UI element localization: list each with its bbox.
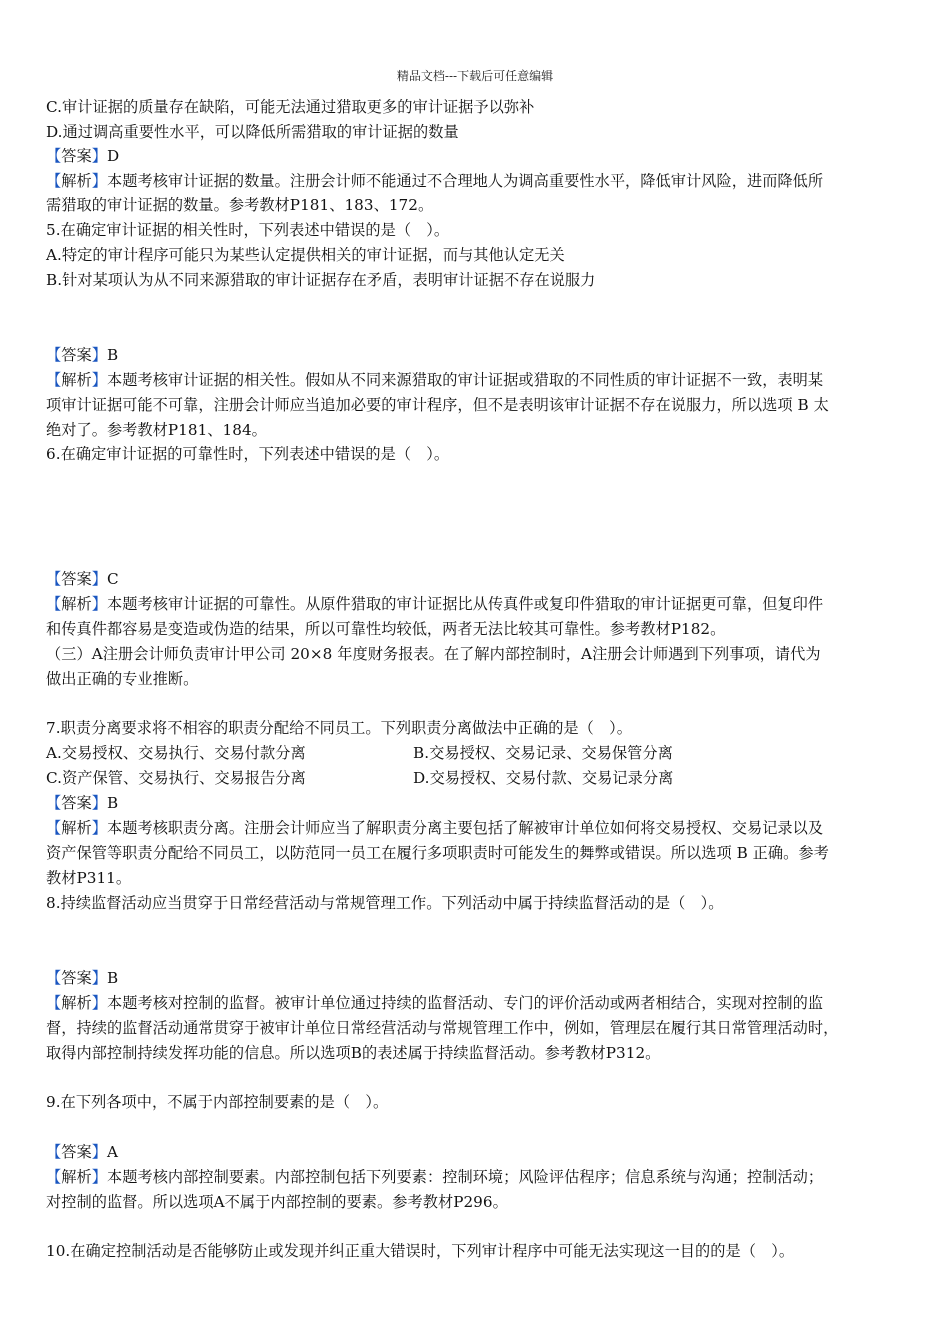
option-left: A.交易授权、交易执行、交易付款分离 [46, 744, 306, 762]
answer-label: 答案 [61, 969, 92, 987]
text-line: 取得内部控制持续发挥功能的信息。所以选项B的表述属于持续监督活动。参考教材P312。 [46, 1044, 661, 1062]
option-row [46, 768, 674, 788]
bracket-close: 】 [91, 595, 107, 613]
analysis-text: 本题考核审计证据的数量。注册会计师不能通过不合理地人为调高重要性水平，降低审计风险，进而降低所 [106, 172, 824, 190]
bracket-open: 【 [46, 969, 62, 987]
bracket-close: 】 [91, 1168, 107, 1186]
text-line: 7.职责分离要求将不相容的职责分配给不同员工。下列职责分离做法中正确的是（ ）。 [46, 719, 633, 737]
bracket-open: 【 [46, 794, 62, 812]
bracket-open: 【 [46, 371, 62, 389]
analysis-line [46, 1167, 823, 1187]
analysis-text: 本题考核审计证据的可靠性。从原件猎取的审计证据比从传真件或复印件猎取的审计证据更可靠，但复印件 [106, 595, 824, 613]
answer-label: 答案 [61, 346, 92, 364]
bracket-open: 【 [46, 346, 62, 364]
answer-value: D [106, 147, 120, 165]
text-line: （三）A注册会计师负责审计甲公司 20×8 年度财务报表。在了解内部控制时，A注册会计师遇到下列事项，请代为 [46, 645, 821, 663]
text-line: D.通过调高重要性水平，可以降低所需猎取的审计证据的数量 [46, 123, 459, 141]
analysis-label: 解析 [61, 1168, 92, 1186]
bracket-close: 】 [91, 994, 107, 1012]
text-line: 需猎取的审计证据的数量。参考教材P181、183、172。 [46, 196, 434, 214]
text-line: 6.在确定审计证据的可靠性时，下列表述中错误的是（ ）。 [46, 445, 450, 463]
bracket-close: 】 [91, 570, 107, 588]
answer-line [46, 569, 119, 589]
option-left: C.资产保管、交易执行、交易报告分离 [46, 769, 306, 787]
text-line: 教材P311。 [46, 869, 132, 887]
text-line: 项审计证据可能不可靠，注册会计师应当追加必要的审计程序，但不是表明该审计证据不存在说服力，所以选项 B 太 [46, 396, 829, 414]
analysis-text: 本题考核审计证据的相关性。假如从不同来源猎取的审计证据或猎取的不同性质的审计证据不一致，表明某 [106, 371, 824, 389]
answer-value: C [106, 570, 119, 588]
option-row [46, 743, 673, 763]
page-header: 精品文档---下载后可任意编辑 [396, 69, 554, 83]
text-line: 8.持续监督活动应当贯穿于日常经营活动与常规管理工作。下列活动中属于持续监督活动的是（ ）。 [46, 894, 724, 912]
answer-value: B [106, 969, 119, 987]
analysis-label: 解析 [61, 595, 92, 613]
bracket-open: 【 [46, 595, 62, 613]
analysis-text: 本题考核对控制的监督。被审计单位通过持续的监督活动、专门的评价活动或两者相结合，实现对控制的监 [106, 994, 824, 1012]
bracket-open: 【 [46, 172, 62, 190]
bracket-open: 【 [46, 147, 62, 165]
bracket-close: 】 [91, 147, 107, 165]
bracket-close: 】 [91, 819, 107, 837]
analysis-label: 解析 [61, 994, 92, 1012]
bracket-close: 】 [91, 1143, 107, 1161]
bracket-close: 】 [91, 346, 107, 364]
text-line: 5.在确定审计证据的相关性时，下列表述中错误的是（ ）。 [46, 221, 450, 239]
answer-label: 答案 [61, 147, 92, 165]
answer-value: B [106, 794, 119, 812]
bracket-close: 】 [91, 794, 107, 812]
answer-label: 答案 [61, 1143, 92, 1161]
text-line: 对控制的监督。所以选项A不属于内部控制的要素。参考教材P296。 [46, 1193, 508, 1211]
analysis-text: 本题考核职责分离。注册会计师应当了解职责分离主要包括了解被审计单位如何将交易授权、交易记录以及 [106, 819, 824, 837]
text-line: A.特定的审计程序可能只为某些认定提供相关的审计证据，而与其他认定无关 [46, 246, 565, 264]
answer-line [46, 1142, 118, 1162]
answer-line [46, 146, 119, 166]
option-right: B.交易授权、交易记录、交易保管分离 [413, 744, 673, 762]
bracket-open: 【 [46, 1143, 62, 1161]
analysis-label: 解析 [61, 819, 92, 837]
analysis-line [46, 594, 823, 614]
bracket-open: 【 [46, 570, 62, 588]
option-right: D.交易授权、交易付款、交易记录分离 [413, 769, 674, 787]
analysis-label: 解析 [61, 371, 92, 389]
analysis-line [46, 370, 823, 390]
analysis-text: 本题考核内部控制要素。内部控制包括下列要素：控制环境；风险评估程序；信息系统与沟通；控制活动； [106, 1168, 824, 1186]
answer-label: 答案 [61, 570, 92, 588]
text-line: 绝对了。参考教材P181、184。 [46, 421, 267, 439]
text-line: 做出正确的专业推断。 [46, 670, 199, 688]
text-line: 9.在下列各项中，不属于内部控制要素的是（ ）。 [46, 1093, 389, 1111]
answer-line [46, 345, 118, 365]
bracket-open: 【 [46, 1168, 62, 1186]
analysis-label: 解析 [61, 172, 92, 190]
text-line: 资产保管等职责分配给不同员工，以防范同一员工在履行多项职责时可能发生的舞弊或错误。所以选项 B 正确。参考 [46, 844, 829, 862]
answer-line [46, 968, 118, 988]
answer-label: 答案 [61, 794, 92, 812]
analysis-line [46, 993, 823, 1013]
text-line: 和传真件都容易是变造或伪造的结果，所以可靠性均较低，两者无法比较其可靠性。参考教材P182。 [46, 620, 726, 638]
text-line: B.针对某项认为从不同来源猎取的审计证据存在矛盾，表明审计证据不存在说服力 [46, 271, 596, 289]
text-line: C.审计证据的质量存在缺陷，可能无法通过猎取更多的审计证据予以弥补 [46, 98, 535, 116]
text-line: 督，持续的监督活动通常贯穿于被审计单位日常经营活动与常规管理工作中，例如，管理层在履行其日常管理活动时， [46, 1019, 839, 1037]
analysis-line [46, 818, 823, 838]
answer-line [46, 793, 118, 813]
bracket-close: 】 [91, 371, 107, 389]
bracket-open: 【 [46, 819, 62, 837]
bracket-open: 【 [46, 994, 62, 1012]
bracket-close: 】 [91, 172, 107, 190]
bracket-close: 】 [91, 969, 107, 987]
answer-value: B [106, 346, 119, 364]
answer-value: A [106, 1143, 119, 1161]
text-line: 10.在确定控制活动是否能够防止或发现并纠正重大错误时，下列审计程序中可能无法实现这一目的的是（ ）。 [46, 1242, 795, 1260]
analysis-line [46, 171, 823, 191]
